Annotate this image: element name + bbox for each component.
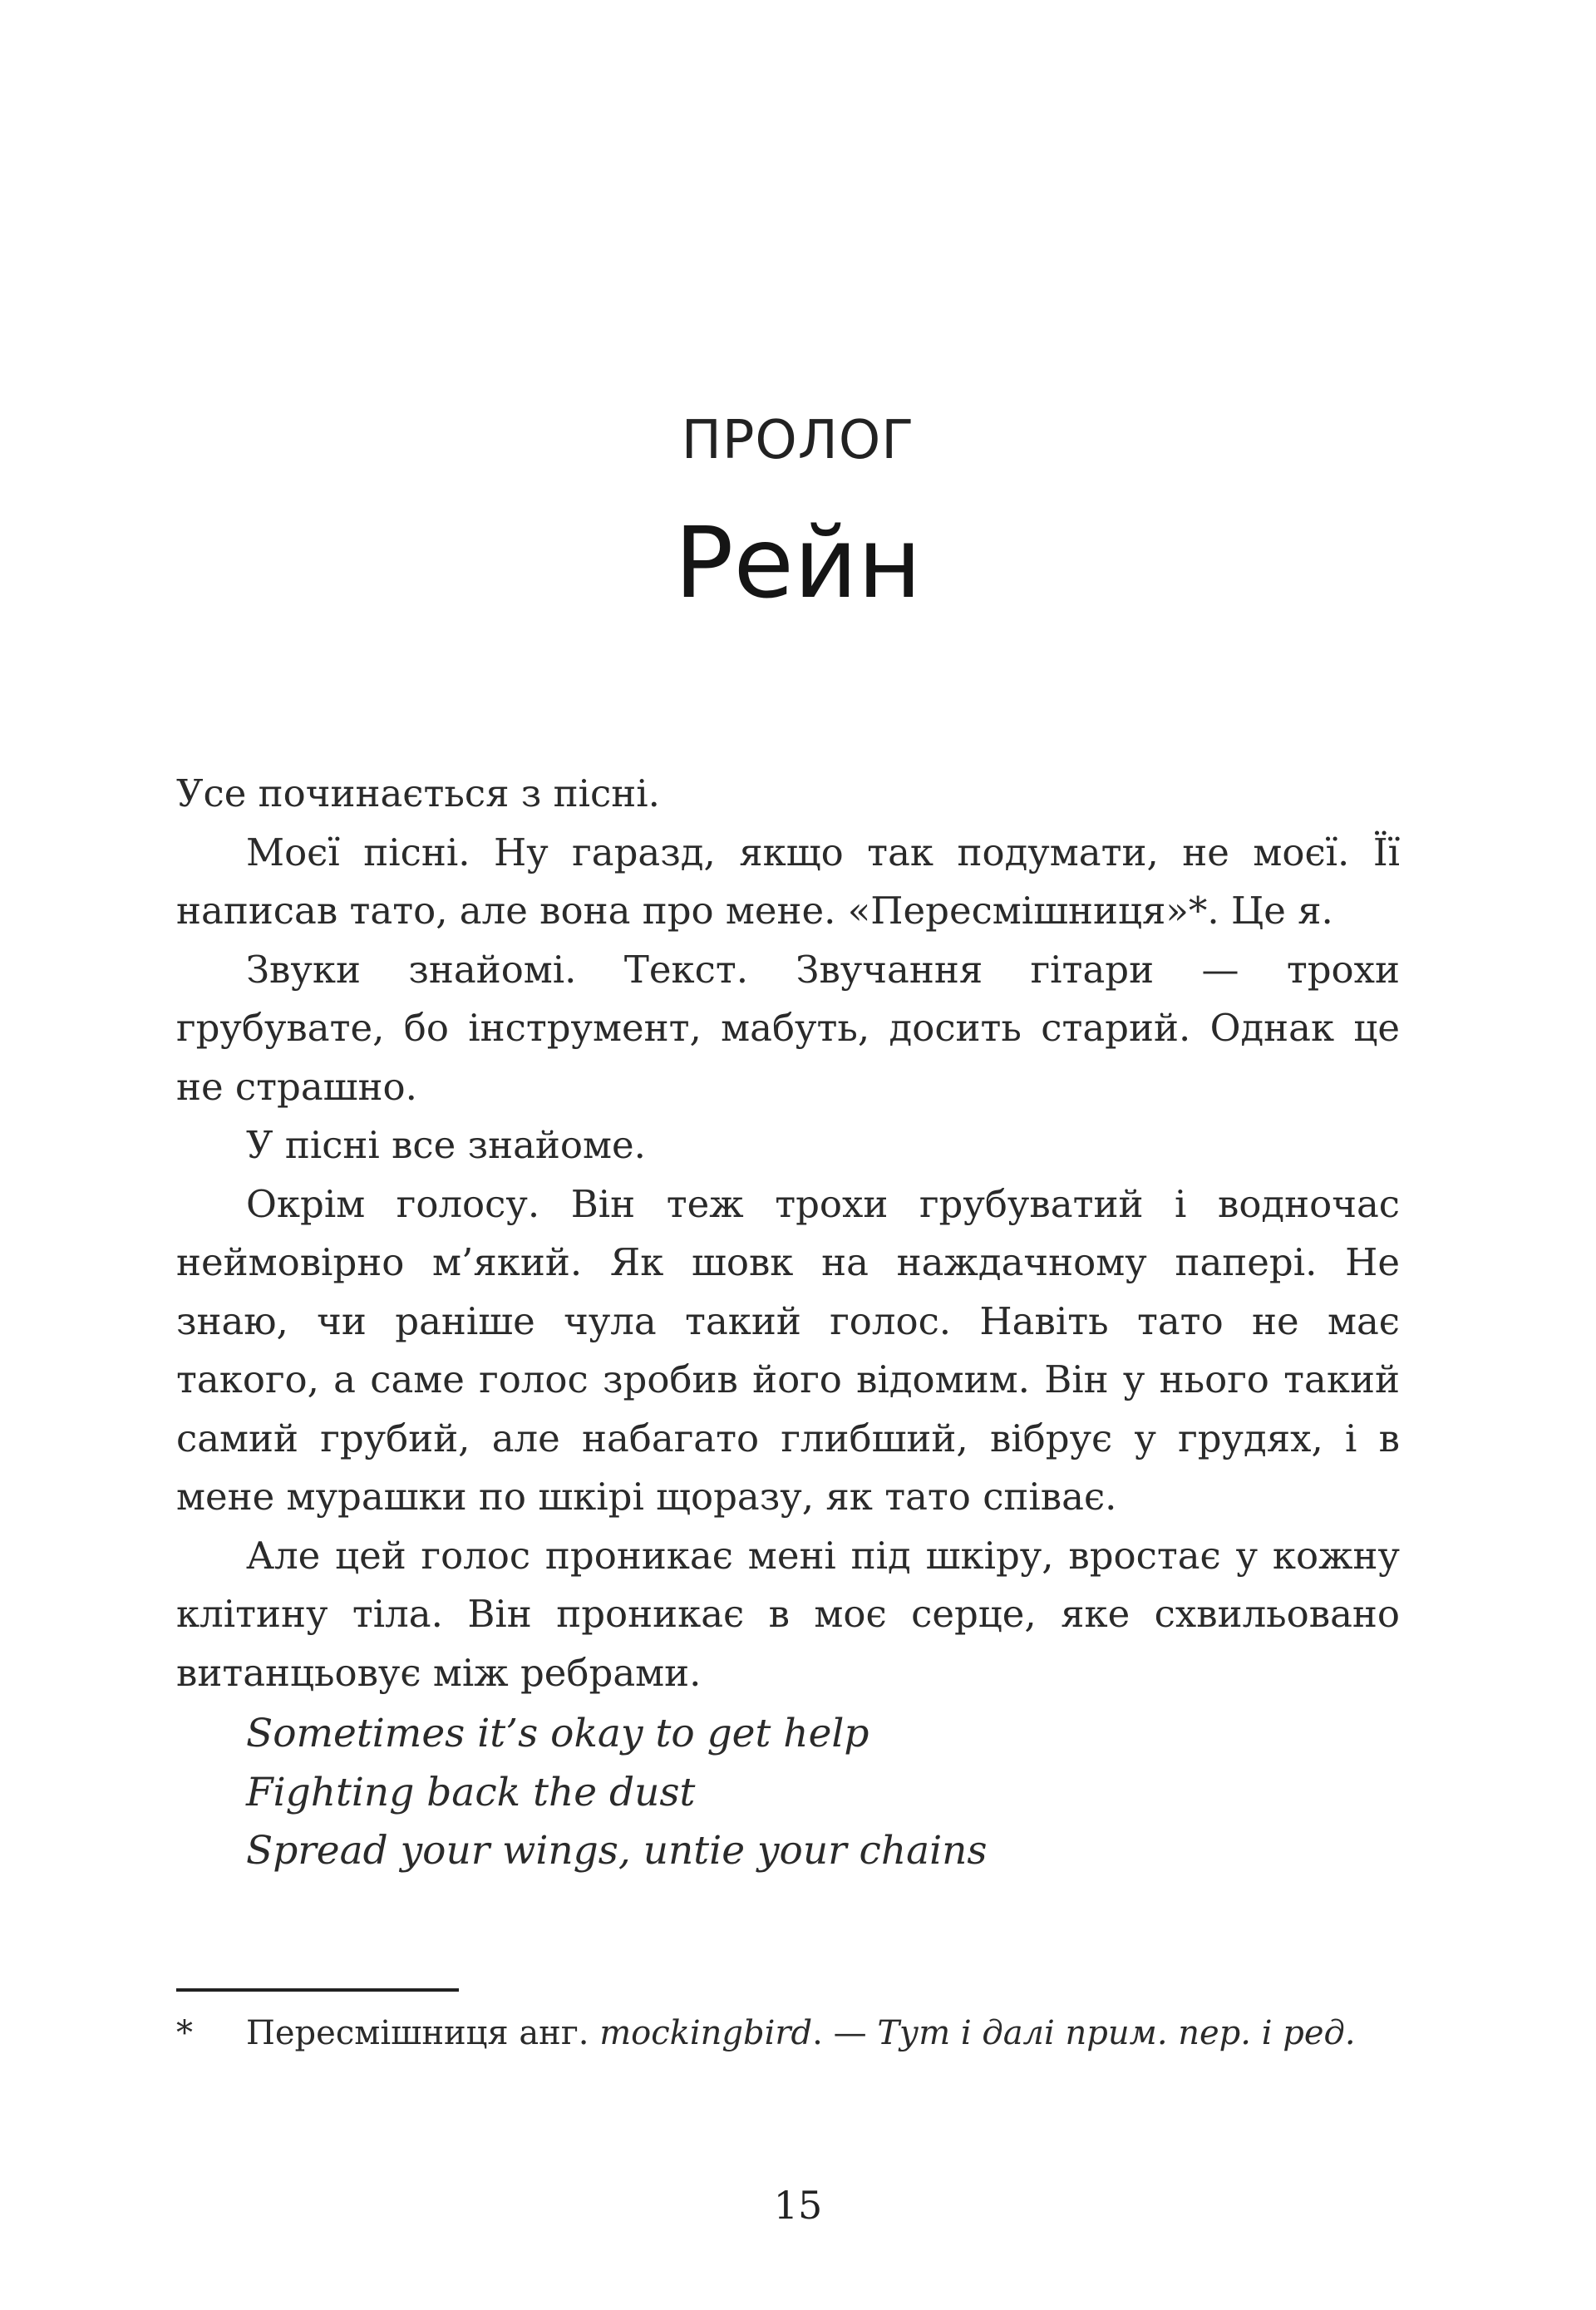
page-number: 15 [773, 2183, 823, 2228]
verse-line: Sometimes it’s okay to get help [246, 1711, 869, 1756]
verse-line: Spread your wings, untie your chains [246, 1828, 988, 1874]
song-verse [246, 1705, 988, 1881]
verse-line: Fighting back the dust [246, 1769, 696, 1815]
paragraph: Звуки знайомі. Текст. Звучання гітари — трохи грубувате, бо інструмент, мабуть, досить старий. Однак це не страшно. [176, 947, 1400, 1109]
footnote-term: mockingbird [599, 2014, 813, 2052]
paragraph: Усе починається з пісні. [176, 771, 660, 815]
footnote-mark: * [176, 2014, 193, 2052]
paragraph: Окрім голосу. Він теж трохи грубуватий і водночас неймовірно м’який. Як шовк на наждачному папері. Не знаю, чи раніше чула такий голос. Навіть тато не має такого, а саме голос зробив його відомим. Він у нього такий самий грубий, але набагато глибший, вібрує у грудях, і в мене мурашки по шкірі щоразу, як тато співає. [176, 1181, 1400, 1519]
footnote-divider [176, 1988, 459, 1992]
footnote-separator: . — [812, 2014, 878, 2052]
footnote-text: Пересмішниця анг. [246, 2014, 600, 2052]
body-text [176, 765, 1400, 1702]
paragraph: Моєї пісні. Ну гаразд, якщо так подумати, не моєї. Її написав тато, але вона про мене. «Пересмішниця»*. Це я. [176, 830, 1400, 933]
footnote-note: Тут і далі прим. пер. і ред. [877, 2014, 1356, 2052]
paragraph: У пісні все знайоме. [246, 1123, 646, 1167]
chapter-title: Рейн [674, 505, 922, 620]
paragraph: Але цей голос проникає мені під шкіру, вростає у кожну клітину тіла. Він проникає в моє серце, яке схвильовано витанцьовує між ребрами. [176, 1533, 1400, 1695]
footnote [176, 2010, 1400, 2056]
chapter-label: ПРОЛОГ [681, 410, 915, 471]
